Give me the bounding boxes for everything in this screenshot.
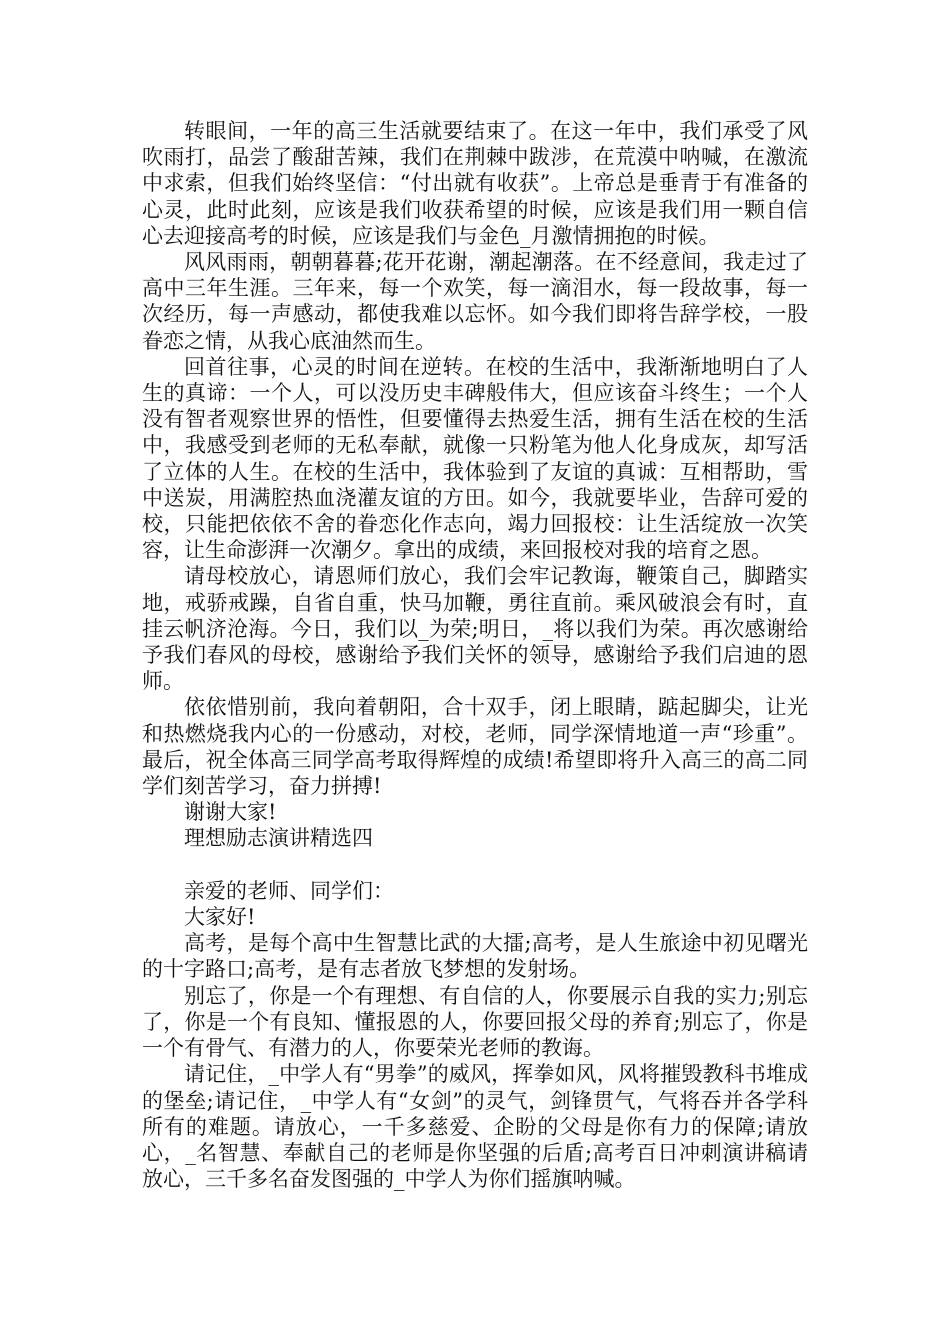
- paragraph-5: 依依惜别前，我向着朝阳，合十双手，闭上眼睛，踮起脚尖，让光和热燃烧我内心的一份感动，对校，老师，同学深情地道一声“珍重”。最后，祝全体高三同学高考取得辉煌的成绩!希望即将升入高三的高二同学们刻苦学习，奋力拼搏!: [142, 695, 808, 799]
- closing-thanks: 谢谢大家!: [184, 800, 277, 825]
- paragraph-3: 回首往事，心灵的时间在逆转。在校的生活中，我渐渐地明白了人生的真谛：一个人，可以没历史丰碑般伟大，但应该奋斗终生；一个人没有智者观察世界的悟性，但要懂得去热爱生活，拥有生活在校的生活中，我感受到老师的无私奉献，就像一只粉笔为他人化身成灰，却写活了立体的人生。在校的生活中，我体验到了友谊的真诚：互相帮助，雪中送炭，用满腔热血浇灌友谊的方田。如今，我就要毕业，告辞可爱的校，只能把依依不舍的眷恋化作志向，竭力回报校：让生活绽放一次笑容，让生命澎湃一次潮夕。拿出的成绩，来回报校对我的培育之恩。: [142, 354, 808, 563]
- paragraph-8: 请记住，_中学人有“男拳”的威风，挥拳如风，风将摧毁教科书堆成的堡垒;请记住，_中学人有“女剑”的灵气，剑锋贯气，气将吞并各学科所有的难题。请放心，一千多慈爱、企盼的父母是你有力的保障;请放心，_名智慧、奉献自己的老师是你坚强的后盾;高考百日冲刺演讲稿请放心，三千多名奋发图强的_中学人为你们摇旗呐喊。: [142, 1062, 808, 1192]
- document-page: [142, 118, 808, 1192]
- greeting: 大家好!: [184, 905, 256, 930]
- blank-line: [142, 852, 808, 878]
- paragraph-1: 转眼间，一年的高三生活就要结束了。在这一年中，我们承受了风吹雨打，品尝了酸甜苦辣，我们在荆棘中跋涉，在荒漠中呐喊，在激流中求索，但我们始终坚信：“付出就有收获”。上帝总是垂青于有准备的心灵，此时此刻，应该是我们收获希望的时候，应该是我们用一颗自信心去迎接高考的时候，应该是我们与金色_月激情拥抱的时候。: [142, 119, 808, 248]
- salutation: 亲爱的老师、同学们：: [184, 878, 394, 903]
- section-heading: 理想励志演讲精选四: [184, 826, 373, 851]
- paragraph-2: 风风雨雨，朝朝暮暮;花开花谢，潮起潮落。在不经意间，我走过了高中三年生涯。三年来，每一个欢笑，每一滴泪水，每一段故事，每一次经历，每一声感动，都使我难以忘怀。如今我们即将告辞学校，一股眷恋之情，从我心底油然而生。: [142, 250, 808, 353]
- paragraph-7: 别忘了，你是一个有理想、有自信的人，你要展示自我的实力;别忘了，你是一个有良知、懂报恩的人，你要回报父母的养育;别忘了，你是一个有骨气、有潜力的人，你要荣光老师的教诲。: [142, 983, 808, 1061]
- paragraph-6: 高考，是每个高中生智慧比武的大擂;高考，是人生旅途中初见曙光的十字路口;高考，是有志者放飞梦想的发射场。: [142, 931, 808, 982]
- paragraph-4: 请母校放心，请恩师们放心，我们会牢记教诲，鞭策自己，脚踏实地，戒骄戒躁，自省自重，快马加鞭，勇往直前。乘风破浪会有时，直挂云帆济沧海。今日，我们以_为荣;明日，_将以我们为荣。再次感谢给予我们春风的母校，感谢给予我们关怀的领导，感谢给予我们启迪的恩师。: [142, 564, 808, 694]
